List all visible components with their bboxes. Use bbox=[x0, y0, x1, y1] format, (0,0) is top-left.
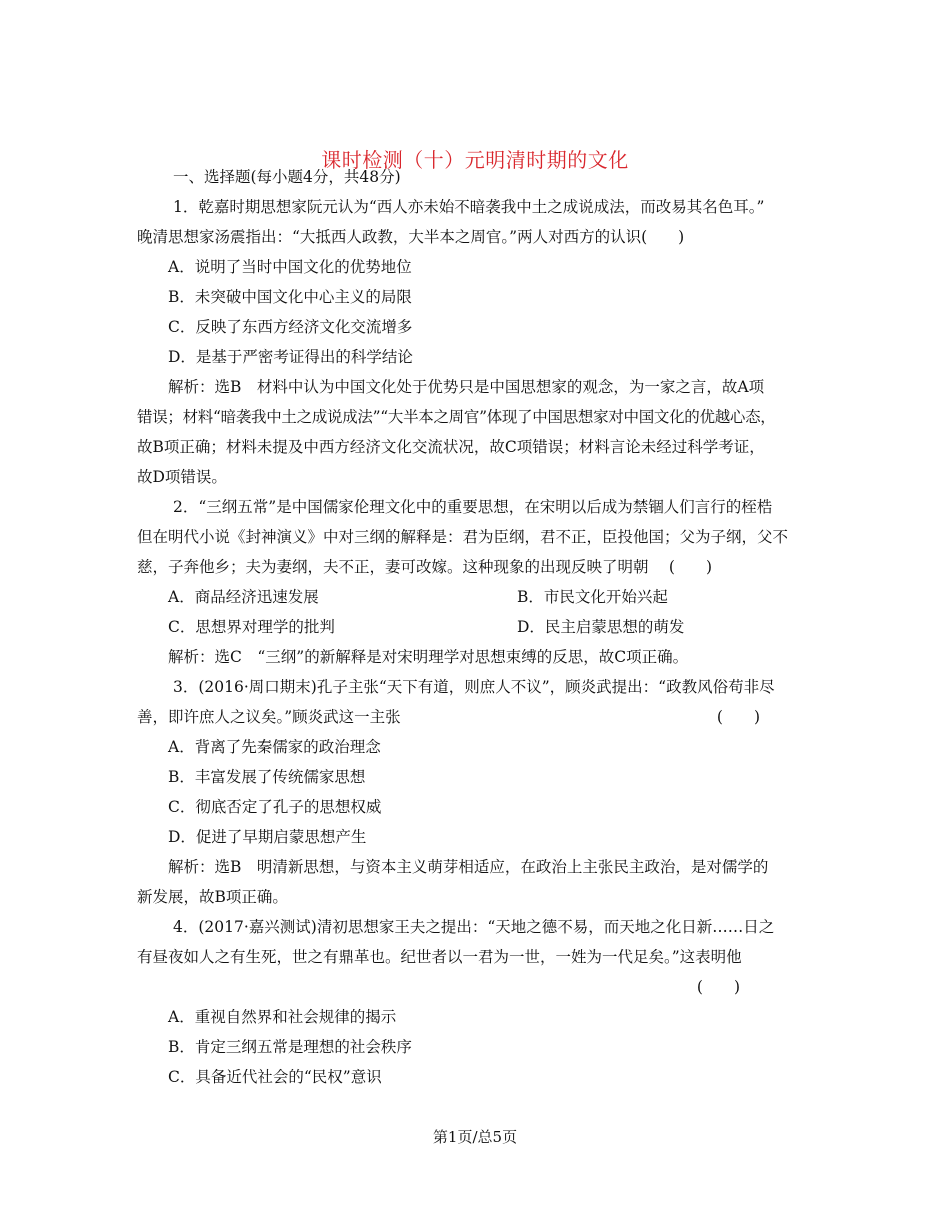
q2-analysis-line-1: 解析：选C “三纲”的新解释是对宋明理学对思想束缚的反思，故C项正确。 bbox=[168, 648, 689, 666]
q1-option-c: C．反映了东西方经济文化交流增多 bbox=[168, 318, 413, 336]
q2-stem-line-2: 但在明代小说《封神演义》中对三纲的解释是：君为臣纲，君不正，臣投他国；父为子纲，父不 bbox=[137, 528, 789, 546]
q2-option-d: D．民主启蒙思想的萌发 bbox=[517, 618, 685, 636]
q2-option-c: C．思想界对理学的批判 bbox=[168, 618, 335, 636]
q3-option-a: A．背离了先秦儒家的政治理念 bbox=[168, 738, 381, 756]
q1-analysis-line-2: 错误；材料“暗袭我中土之成说成法”“大半本之周官”体现了中国思想家对中国文化的优越心态， bbox=[137, 408, 776, 426]
q2-stem-line-3: 慈，子奔他乡；夫为妻纲，夫不正，妻可改嫁。这种现象的出现反映了明朝 ( ) bbox=[137, 558, 713, 576]
q4-stem-line-1: 4．(2017·嘉兴测试)清初思想家王夫之提出：“天地之德不易，而天地之化日新……日之 bbox=[173, 918, 775, 936]
q1-stem-line-1: 1．乾嘉时期思想家阮元认为“西人亦未始不暗袭我中土之成说成法，而改易其名色耳。” bbox=[173, 198, 765, 216]
q3-option-d: D．促进了早期启蒙思想产生 bbox=[168, 828, 367, 846]
q2-option-a: A．商品经济迅速发展 bbox=[168, 588, 319, 606]
q2-stem-line-1: 2．“三纲五常”是中国儒家伦理文化中的重要思想，在宋明以后成为禁锢人们言行的桎梏 bbox=[173, 498, 773, 516]
page-footer: 第1页/总5页 bbox=[432, 1128, 518, 1146]
q4-option-a: A．重视自然界和社会规律的揭示 bbox=[168, 1008, 397, 1026]
q3-analysis-line-2: 新发展，故B项正确。 bbox=[137, 888, 288, 906]
q3-stem-line-1: 3．(2016·周口期末)孔子主张“天下有道，则庶人不议”，顾炎武提出：“政教风俗苟非尽 bbox=[173, 678, 775, 696]
q2-options-row-2 bbox=[168, 612, 808, 642]
q4-stem-line-2: 有昼夜如人之有生死，世之有鼎革也。纪世者以一君为一世，一姓为一代足矣。”这表明他 bbox=[137, 948, 742, 966]
q3-option-b: B．丰富发展了传统儒家思想 bbox=[168, 768, 366, 786]
q1-option-d: D．是基于严密考证得出的科学结论 bbox=[168, 348, 413, 366]
section-heading: 一、选择题(每小题4分，共48分) bbox=[173, 168, 401, 186]
q2-option-b: B．市民文化开始兴起 bbox=[517, 588, 668, 606]
q1-analysis-line-4: 故D项错误。 bbox=[137, 468, 227, 486]
q4-option-c: C．具备近代社会的“民权”意识 bbox=[168, 1068, 382, 1086]
q1-analysis-line-1: 解析：选B 材料中认为中国文化处于优势只是中国思想家的观念，为一家之言，故A项 bbox=[168, 378, 765, 396]
document-body bbox=[137, 162, 808, 1092]
q3-option-c: C．彻底否定了孔子的思想权威 bbox=[168, 798, 382, 816]
q1-option-b: B．未突破中国文化中心主义的局限 bbox=[168, 288, 412, 306]
q1-analysis-line-3: 故B项正确；材料未提及中西方经济文化交流状况，故C项错误；材料言论未经过科学考证， bbox=[137, 438, 765, 456]
q2-options-row-1 bbox=[168, 582, 808, 612]
q3-stem-line-2: 善，即许庶人之议矣。”顾炎武这一主张 bbox=[137, 708, 401, 726]
q3-answer-paren: ( ) bbox=[716, 708, 760, 726]
q1-stem-line-2: 晚清思想家汤震指出：“大抵西人政教，大半本之周官。”两人对西方的认识( ) bbox=[137, 228, 685, 246]
q1-option-a: A．说明了当时中国文化的优势地位 bbox=[168, 258, 412, 276]
page-title: 课时检测（十）元明清时期的文化 bbox=[321, 148, 629, 172]
q3-analysis-line-1: 解析：选B 明清新思想，与资本主义萌芽相适应，在政治上主张民主政治，是对儒学的 bbox=[168, 858, 769, 876]
q3-stem-line-2-row bbox=[137, 702, 760, 732]
q4-answer-paren: ( ) bbox=[696, 978, 740, 996]
q4-option-b: B．肯定三纲五常是理想的社会秩序 bbox=[168, 1038, 412, 1056]
